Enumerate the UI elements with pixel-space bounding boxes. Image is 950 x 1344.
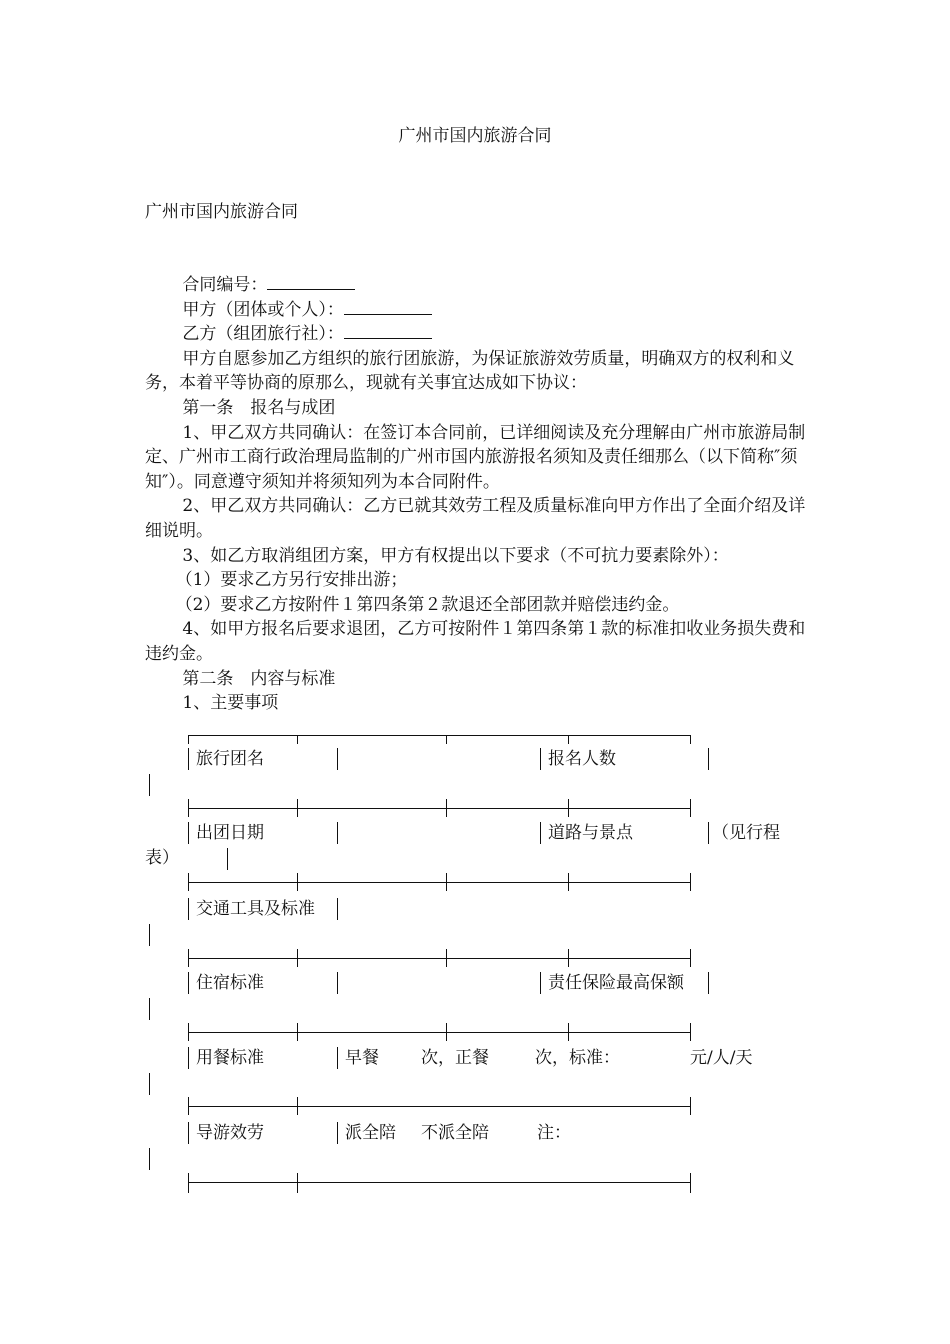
table-tick — [188, 1173, 189, 1193]
article1-clause1: 1、甲乙双方共同确认：在签订本合同前，已详细阅读及充分理解由广州市旅游局制定、广州市工商行政治理局监制的广州市国内旅游报名须知及责任细那么（以下简称″须知″）。同意遵守须知并将须知列为本合同附件。 — [145, 422, 806, 492]
article2-heading: 第二条 内容与标准 — [182, 668, 336, 689]
meals-label: 用餐标准 — [196, 1048, 264, 1068]
article1-clause3: 3、如乙方取消组团方案，甲方有权提出以下要求（不可抗力要素除外）： — [182, 545, 729, 566]
table-bar — [708, 822, 709, 844]
table-rule — [188, 1106, 691, 1107]
no-full-escort-option: 不派全陪 — [421, 1123, 489, 1143]
transport-label: 交通工具及标准 — [196, 899, 315, 919]
tour-name-label: 旅行团名 — [196, 749, 264, 769]
party-a-label: 甲方（团体或个人）： — [182, 299, 344, 320]
table-tick — [568, 1023, 569, 1041]
table-rule — [188, 735, 691, 736]
table-tick — [446, 799, 447, 817]
table-tick — [690, 735, 691, 744]
table-tick — [446, 949, 447, 967]
per-person-day: 元/人/天 — [690, 1048, 753, 1068]
article1-clause4: 4、如甲方报名后要求退团，乙方可按附件１第四条第１款的标准扣收业务损失费和违约金。 — [145, 619, 806, 664]
table-bar — [708, 972, 709, 994]
table-bar — [337, 1047, 338, 1069]
article2-item1: 1、主要事项 — [182, 693, 279, 714]
route-note-1: （见行程 — [712, 823, 780, 843]
table-tick — [446, 1023, 447, 1041]
table-bar — [337, 898, 338, 920]
document-subtitle: 广州市国内旅游合同 — [145, 202, 298, 222]
table-tick — [188, 799, 189, 817]
table-tick — [188, 1023, 189, 1041]
table-tick — [297, 1097, 298, 1115]
article1-clause2: 2、甲乙双方共同确认：乙方已就其效劳工程及质量标准向甲方作出了全面介绍及详细说明。 — [145, 496, 806, 541]
table-tick — [297, 1023, 298, 1041]
table-bar — [188, 972, 189, 994]
table-tick — [188, 949, 189, 967]
full-escort-option: 派全陪 — [345, 1123, 396, 1143]
party-b-label: 乙方（组团旅行社）： — [182, 324, 344, 345]
table-bar — [540, 822, 541, 844]
table-rule — [188, 1032, 691, 1033]
table-tick — [297, 735, 298, 744]
table-bar — [188, 898, 189, 920]
table-bar — [188, 1047, 189, 1069]
table-bar — [227, 848, 228, 870]
table-tick — [690, 949, 691, 967]
table-rule — [188, 808, 691, 809]
breakfast-label: 早餐 — [345, 1048, 379, 1068]
table-tick — [297, 949, 298, 967]
table-tick — [446, 735, 447, 744]
article1-clause3-item2: （2）要求乙方按附件１第四条第２款退还全部团款并赔偿违约金。 — [175, 594, 680, 615]
table-tick — [690, 873, 691, 891]
table-bar — [540, 972, 541, 994]
table-rule — [188, 1182, 691, 1183]
table-bar — [337, 1122, 338, 1144]
table-bar — [188, 1122, 189, 1144]
document-title: 广州市国内旅游合同 — [398, 126, 552, 146]
table-rule — [188, 958, 691, 959]
table-tick — [568, 799, 569, 817]
table-bar — [149, 1073, 150, 1095]
table-tick — [690, 1023, 691, 1041]
headcount-label: 报名人数 — [548, 749, 616, 769]
table-tick — [690, 1097, 691, 1115]
table-bar — [337, 972, 338, 994]
table-bar — [540, 748, 541, 770]
table-bar — [149, 924, 150, 946]
insurance-label: 责任保险最高保额 — [548, 973, 684, 993]
meal-times-2: 次，标准： — [535, 1048, 620, 1068]
table-tick — [188, 873, 189, 891]
table-tick — [568, 949, 569, 967]
table-bar — [149, 998, 150, 1020]
table-tick — [188, 1097, 189, 1115]
table-bar — [708, 748, 709, 770]
table-bar — [337, 822, 338, 844]
table-tick — [568, 873, 569, 891]
departure-date-label: 出团日期 — [196, 823, 264, 843]
table-tick — [188, 735, 189, 744]
guide-note-label: 注： — [537, 1123, 571, 1143]
article1-clause3-item1: （1）要求乙方另行安排出游； — [175, 570, 408, 591]
table-bar — [149, 774, 150, 796]
table-tick — [690, 799, 691, 817]
table-tick — [446, 873, 447, 891]
table-tick — [568, 735, 569, 744]
meal-times-1: 次，正餐 — [421, 1048, 489, 1068]
guide-label: 导游效劳 — [196, 1123, 264, 1143]
table-bar — [188, 748, 189, 770]
article1-heading: 第一条 报名与成团 — [182, 397, 336, 418]
table-tick — [297, 873, 298, 891]
table-bar — [149, 1148, 150, 1170]
table-tick — [690, 1173, 691, 1193]
intro-paragraph: 甲方自愿参加乙方组织的旅行团旅游，为保证旅游效劳质量，明确双方的权利和义务，本着平等协商的原那么，现就有关事宜达成如下协议： — [145, 348, 795, 394]
contract-number-label: 合同编号： — [182, 275, 268, 295]
table-bar — [188, 822, 189, 844]
table-tick — [297, 1173, 298, 1193]
table-rule — [188, 882, 691, 883]
route-label: 道路与景点 — [548, 823, 633, 843]
table-bar — [337, 748, 338, 770]
table-tick — [297, 799, 298, 817]
lodging-label: 住宿标准 — [196, 973, 264, 993]
route-note-2: 表） — [145, 848, 179, 868]
